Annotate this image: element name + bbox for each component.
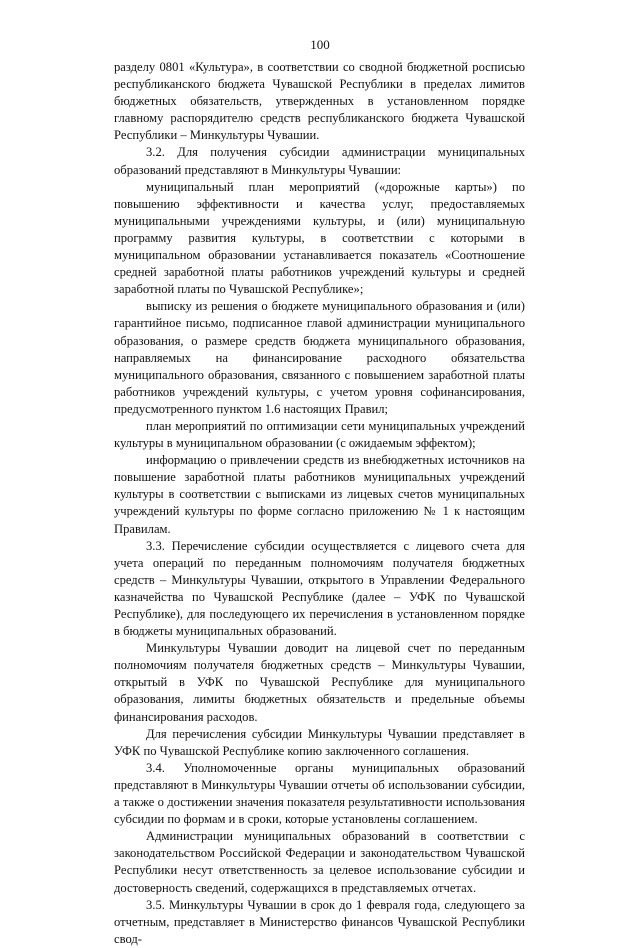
paragraph: разделу 0801 «Культура», в соответствии со сводной бюджетной росписью республиканского бюджета Чувашской Республики в пределах лимитов бюджетных обязательств, утвержденных в установленном порядке главному распорядителю средств республиканского бюджета Чувашской Республики – Минкультуры Чувашии.	[114, 60, 525, 143]
paragraph: Минкультуры Чувашии доводит на лицевой счет по переданным полномочиям получателя бюджетных средств – Минкультуры Чувашии, открытый в УФК по Чувашской Республике для муниципального образования, лимиты бюджетных обязательств и предельные объемы финансирования расходов.	[114, 641, 525, 724]
page-number: 100	[310, 37, 330, 52]
paragraph: Администрации муниципальных образований в соответствии с законодательством Российской Федерации и законодательством Чувашской Республики несут ответственность за целевое использование субсидии и достоверность сведений, содержащихся в представляемых отчетах.	[114, 829, 525, 895]
paragraph: план мероприятий по оптимизации сети муниципальных учреждений культуры в муниципальном образовании (с ожидаемым эффектом);	[114, 418, 525, 451]
paragraph: 3.4. Уполномоченные органы муниципальных образований представляют в Минкультуры Чувашии отчеты об использовании субсидии, а также о достижении значения показателя результативности использования субсидии по формам и в сроки, которые установлены соглашением.	[114, 760, 525, 827]
paragraph: 3.3. Перечисление субсидии осуществляется с лицевого счета для учета операций по переданным полномочиям получателя бюджетных средств – Минкультуры Чувашии, открытого в Управлении Федерального казначейства по Чувашской Республике (далее – УФК по Чувашской Республике), для последующего их перечисления в установленном порядке в бюджеты муниципальных образований.	[114, 538, 525, 639]
paragraph: муниципальный план мероприятий («дорожные карты») по повышению эффективности и качества услуг, предоставляемых муниципальными учреждениями культуры, и (или) муниципальную программу развития культуры, в соответствии с которыми в муниципальном образовании устанавливается показатель «Соотношение средней заработной платы работников учреждений культуры и средней заработной платы по Чувашской Республике»;	[114, 179, 525, 297]
paragraph: 3.5. Минкультуры Чувашии в срок до 1 февраля года, следующего за отчетным, представляет в Министерство финансов Чувашской Республики свод-	[114, 897, 525, 946]
document-body	[114, 59, 525, 948]
paragraph: Для перечисления субсидии Минкультуры Чувашии представляет в УФК по Чувашской Республике копию заключенного соглашения.	[114, 726, 525, 758]
paragraph: информацию о привлечении средств из внебюджетных источников на повышение заработной платы работников муниципальных учреждений культуры в соответствии с выписками из лицевых счетов муниципальных учреждений культуры по форме согласно приложению № 1 к настоящим Правилам.	[114, 453, 525, 536]
paragraph: 3.2. Для получения субсидии администрации муниципальных образований представляют в Минкультуры Чувашии:	[114, 145, 525, 177]
paragraph: выписку из решения о бюджете муниципального образования и (или) гарантийное письмо, подписанное главой администрации муниципального образования, о размере средств бюджета муниципального образования, направляемых на финансирование расходного обязательства муниципального образования, связанного с повышением заработной платы работников учреждений культуры, с учетом уровня софинансирования, предусмотренного пунктом 1.6 настоящих Правил;	[114, 299, 525, 416]
